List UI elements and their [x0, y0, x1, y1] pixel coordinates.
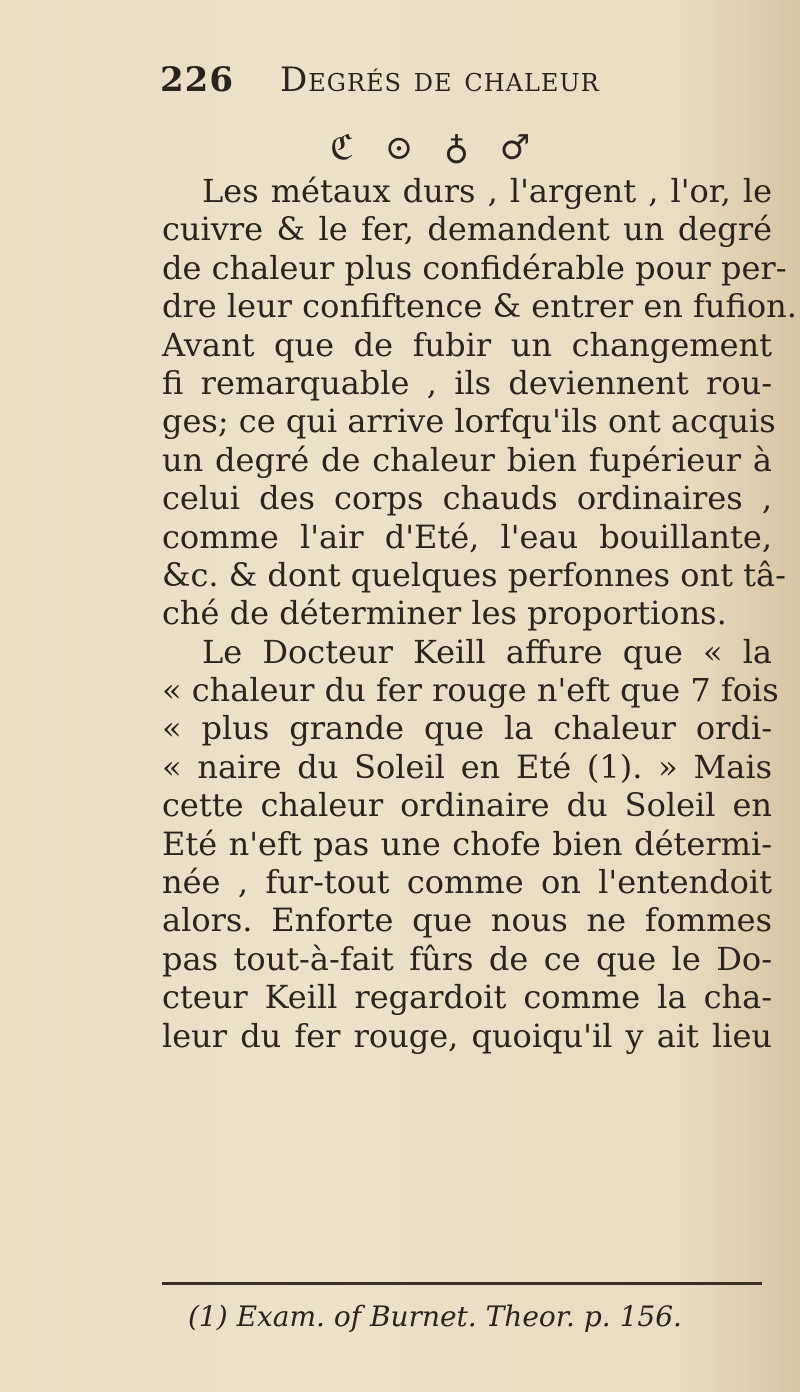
text-line: « chaleur du fer rouge n'eft que 7 fois: [162, 671, 779, 710]
text-line: Les métaux durs , l'argent , l'or, le: [202, 172, 772, 210]
body-text: [162, 172, 797, 1055]
text-line: celui des corps chauds ordinaires ,: [162, 479, 772, 518]
text-line: &c. & dont quelques perfonnes ont tâ-: [162, 555, 786, 594]
text-line: de chaleur plus confidérable pour per-: [162, 248, 787, 287]
text-line: alors. Enforte que nous ne fommes: [162, 901, 772, 940]
text-line: cteur Keill regardoit comme la cha-: [162, 978, 772, 1017]
running-title: Degrés de chaleur: [280, 60, 600, 100]
text-line: ges; ce qui arrive lorfqu'ils ont acquis: [162, 402, 776, 441]
alchemical-symbols: ℭ ⊙ ♁ ♂: [330, 128, 541, 168]
footnote: (1) Exam. of Burnet. Theor. p. 156.: [188, 1300, 682, 1333]
footnote-rule: [162, 1282, 762, 1285]
text-line: leur du fer rouge, quoiqu'il y ait lieu: [162, 1016, 772, 1055]
text-line: ché de déterminer les proportions.: [162, 594, 727, 633]
text-line: Avant que de fubir un changement: [162, 325, 772, 364]
text-line: Eté n'eft pas une chofe bien détermi-: [162, 824, 772, 863]
text-line: Le Docteur Keill affure que « la: [202, 632, 772, 671]
page-number: 226: [160, 60, 234, 100]
text-line: née , fur-tout comme on l'entendoit: [162, 863, 772, 902]
text-line: dre leur confiftence & entrer en fufion.: [162, 287, 797, 326]
text-line: cuivre & le fer, demandent un degré: [162, 210, 772, 249]
text-line: comme l'air d'Eté, l'eau bouillante,: [162, 517, 772, 556]
text-line: « naire du Soleil en Eté (1). » Mais: [162, 747, 772, 786]
text-line: cette chaleur ordinaire du Soleil en: [162, 786, 772, 825]
text-line: « plus grande que la chaleur ordi-: [162, 709, 772, 748]
text-line: pas tout-à-fait fûrs de ce que le Do-: [162, 939, 772, 978]
text-line: un degré de chaleur bien fupérieur à: [162, 440, 772, 479]
running-head: [160, 60, 760, 106]
text-line: fi remarquable , ils deviennent rou-: [162, 363, 772, 402]
